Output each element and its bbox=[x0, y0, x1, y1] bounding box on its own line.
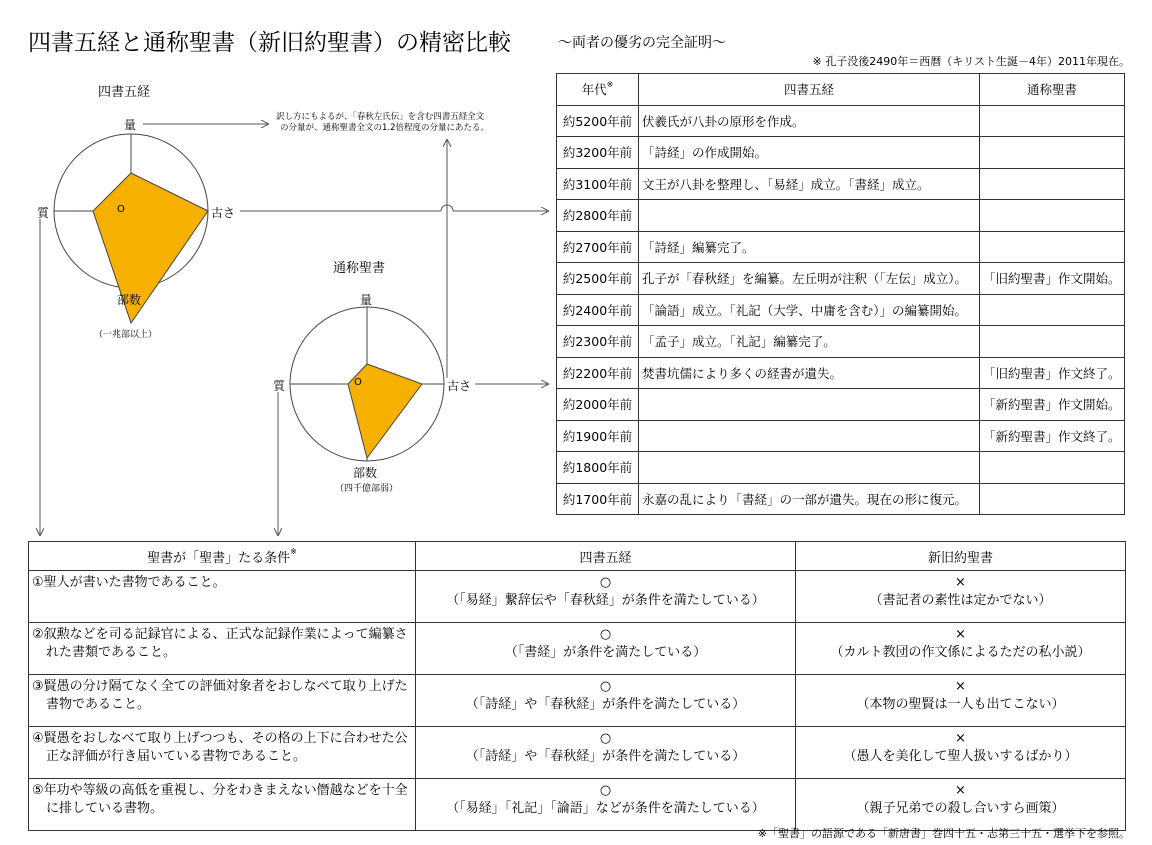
pass-mark: ○ bbox=[599, 627, 612, 642]
fail-mark: × bbox=[955, 679, 966, 694]
diagram-title-shisho: 四書五経 bbox=[98, 85, 151, 100]
year-cell: 約2000年前 bbox=[557, 389, 639, 421]
eval-note: （「易経」繋辞伝や「春秋経」が条件を満たしている） bbox=[446, 593, 765, 608]
table-row bbox=[557, 168, 1125, 200]
conditions-header-shisho: 四書五経 bbox=[416, 542, 796, 571]
bible-eval-cell bbox=[796, 779, 1126, 831]
eval-note: （カルト教団の作文係によるただの私小説） bbox=[830, 645, 1091, 660]
note-top: ※ 孔子没後2490年＝西暦（キリスト生誕－4年）2011年現在。 bbox=[812, 55, 1130, 68]
shisho-cell: 焚書坑儒により多くの経書が遺失。 bbox=[639, 357, 980, 389]
conditions-header-cond: 聖書が「聖書」たる条件※ bbox=[29, 542, 416, 571]
annotation-line: の分量が、通称聖書全文の1.2倍程度の分量にあたる。 bbox=[280, 123, 490, 133]
eval-note: （本物の聖賢は一人も出てこない） bbox=[856, 697, 1065, 712]
year-cell: 約2200年前 bbox=[557, 357, 639, 389]
year-cell: 約2400年前 bbox=[557, 294, 639, 326]
radar-center-label: O bbox=[117, 204, 125, 215]
shisho-cell bbox=[639, 389, 980, 421]
bible-cell bbox=[980, 200, 1125, 232]
bible-cell bbox=[980, 483, 1125, 515]
table-row bbox=[29, 675, 1126, 727]
table-row bbox=[29, 727, 1126, 779]
year-cell: 約3200年前 bbox=[557, 137, 639, 169]
axis-label-bottom: 部数 bbox=[353, 466, 378, 480]
table-row bbox=[557, 420, 1125, 452]
pass-mark: ○ bbox=[599, 679, 612, 694]
condition-cell: ③賢愚の分け隔てなく全ての評価対象者をおしなべて取り上げた書物であること。 bbox=[29, 675, 416, 727]
radar-center-label: O bbox=[354, 377, 362, 388]
conditions-table bbox=[28, 541, 1126, 831]
fail-mark: × bbox=[955, 627, 966, 642]
table-row bbox=[29, 779, 1126, 831]
shisho-cell: 「論語」成立。「礼記（大学、中庸を含む）」の編纂開始。 bbox=[639, 294, 980, 326]
eval-note: （書記者の素性は定かでない） bbox=[869, 593, 1052, 608]
axis-bottom-note: （一兆部以上） bbox=[94, 330, 158, 340]
table-row bbox=[557, 263, 1125, 295]
table-row bbox=[29, 571, 1126, 623]
shisho-cell: 永嘉の乱により「書経」の一部が遺失。現在の形に復元。 bbox=[639, 483, 980, 515]
year-cell: 約2300年前 bbox=[557, 326, 639, 358]
table-row bbox=[557, 231, 1125, 263]
table-row bbox=[557, 326, 1125, 358]
diagram-title-bible: 通称聖書 bbox=[333, 261, 386, 276]
axis-label-right: 古さ bbox=[447, 379, 472, 393]
bible-cell: 「旧約聖書」作文開始。 bbox=[980, 263, 1125, 295]
axis-label-left: 質 bbox=[37, 206, 50, 220]
eval-note: （「書経」が条件を満たしている） bbox=[504, 645, 707, 660]
timeline-header-year: 年代※ bbox=[557, 74, 639, 106]
year-cell: 約1900年前 bbox=[557, 420, 639, 452]
fail-mark: × bbox=[955, 575, 966, 590]
bible-cell bbox=[980, 137, 1125, 169]
year-cell: 約5200年前 bbox=[557, 105, 639, 137]
table-row bbox=[557, 483, 1125, 515]
year-cell: 約2800年前 bbox=[557, 200, 639, 232]
page-subtitle: ～両者の優劣の完全証明～ bbox=[558, 35, 726, 51]
annotation-line: 訳し方にもよるが、「春秋左氏伝」を含む四書五経全文 bbox=[276, 112, 485, 122]
timeline-table bbox=[556, 73, 1125, 515]
bible-cell bbox=[980, 231, 1125, 263]
bible-eval-cell bbox=[796, 675, 1126, 727]
axis-label-left: 質 bbox=[273, 379, 286, 393]
axis-label-bottom: 部数 bbox=[117, 293, 142, 307]
year-cell: 約2700年前 bbox=[557, 231, 639, 263]
table-row bbox=[557, 200, 1125, 232]
shisho-eval-cell bbox=[416, 571, 796, 623]
pass-mark: ○ bbox=[599, 575, 612, 590]
eval-note: （「詩経」や「春秋経」が条件を満たしている） bbox=[465, 749, 746, 764]
bible-cell bbox=[980, 326, 1125, 358]
shisho-eval-cell bbox=[416, 675, 796, 727]
conditions-header-bible: 新旧約聖書 bbox=[796, 542, 1126, 571]
radar-polygon-shisho bbox=[93, 173, 208, 323]
bible-eval-cell bbox=[796, 727, 1126, 779]
timeline-header-row bbox=[557, 74, 1125, 106]
bible-cell: 「新約聖書」作文終了。 bbox=[980, 420, 1125, 452]
eval-note: （親子兄弟での殺し合いすら画策） bbox=[856, 801, 1065, 816]
eval-note: （愚人を美化して聖人扱いするばかり） bbox=[843, 749, 1078, 764]
year-cell: 約1800年前 bbox=[557, 452, 639, 484]
shisho-eval-cell bbox=[416, 727, 796, 779]
condition-cell: ①聖人が書いた書物であること。 bbox=[29, 571, 416, 623]
year-cell: 約2500年前 bbox=[557, 263, 639, 295]
timeline-header-bible: 通称聖書 bbox=[980, 74, 1125, 106]
year-cell: 約1700年前 bbox=[557, 483, 639, 515]
bible-cell: 「旧約聖書」作文終了。 bbox=[980, 357, 1125, 389]
table-row bbox=[557, 294, 1125, 326]
shisho-cell: 孔子が「春秋経」を編纂。左丘明が注釈（「左伝」成立）。 bbox=[639, 263, 980, 295]
bible-cell bbox=[980, 105, 1125, 137]
shisho-cell: 「詩経」の作成開始。 bbox=[639, 137, 980, 169]
fail-mark: × bbox=[955, 731, 966, 746]
note-bottom: ※「聖書」の語源である「新唐書」巻四十五・志第三十五・選挙下を参照。 bbox=[757, 827, 1130, 840]
axis-label-top: 量 bbox=[124, 118, 137, 132]
timeline-header-shisho: 四書五経 bbox=[639, 74, 980, 106]
radar-diagram-bible bbox=[290, 307, 444, 461]
shisho-eval-cell bbox=[416, 623, 796, 675]
table-row bbox=[557, 137, 1125, 169]
annotation-note bbox=[276, 112, 489, 134]
table-row bbox=[557, 105, 1125, 137]
shisho-cell: 「詩経」編纂完了。 bbox=[639, 231, 980, 263]
axis-bottom-note: （四千億部弱） bbox=[335, 484, 399, 494]
pass-mark: ○ bbox=[599, 731, 612, 746]
fail-mark: × bbox=[955, 783, 966, 798]
eval-note: （「易経」「礼記」「論語」などが条件を満たしている） bbox=[446, 801, 765, 816]
table-row bbox=[557, 452, 1125, 484]
page-title: 四書五経と通称聖書（新旧約聖書）の精密比較 bbox=[28, 30, 511, 56]
year-cell: 約3100年前 bbox=[557, 168, 639, 200]
shisho-cell bbox=[639, 420, 980, 452]
shisho-cell: 文王が八卦を整理し、「易経」成立。「書経」成立。 bbox=[639, 168, 980, 200]
conditions-header-row bbox=[29, 542, 1126, 571]
condition-cell: ④賢愚をおしなべて取り上げつつも、その格の上下に合わせた公正な評価が行き届いている書物であること。 bbox=[29, 727, 416, 779]
bible-eval-cell bbox=[796, 571, 1126, 623]
table-row bbox=[557, 357, 1125, 389]
shisho-cell bbox=[639, 200, 980, 232]
bible-cell bbox=[980, 168, 1125, 200]
bible-eval-cell bbox=[796, 623, 1126, 675]
axis-label-top: 量 bbox=[360, 293, 373, 307]
bible-cell bbox=[980, 452, 1125, 484]
eval-note: （「詩経」や「春秋経」が条件を満たしている） bbox=[465, 697, 746, 712]
axis-label-right: 古さ bbox=[211, 206, 236, 220]
condition-cell: ②叙勲などを司る記録官による、正式な記録作業によって編纂された書類であること。 bbox=[29, 623, 416, 675]
condition-cell: ⑤年功や等級の高低を重視し、分をわきまえない僭越などを十全に排している書物。 bbox=[29, 779, 416, 831]
shisho-eval-cell bbox=[416, 779, 796, 831]
table-row bbox=[557, 389, 1125, 421]
shisho-cell: 「孟子」成立。「礼記」編纂完了。 bbox=[639, 326, 980, 358]
pass-mark: ○ bbox=[599, 783, 612, 798]
bible-cell: 「新約聖書」作文開始。 bbox=[980, 389, 1125, 421]
shisho-cell bbox=[639, 452, 980, 484]
bible-cell bbox=[980, 294, 1125, 326]
table-row bbox=[29, 623, 1126, 675]
shisho-cell: 伏羲氏が八卦の原形を作成。 bbox=[639, 105, 980, 137]
